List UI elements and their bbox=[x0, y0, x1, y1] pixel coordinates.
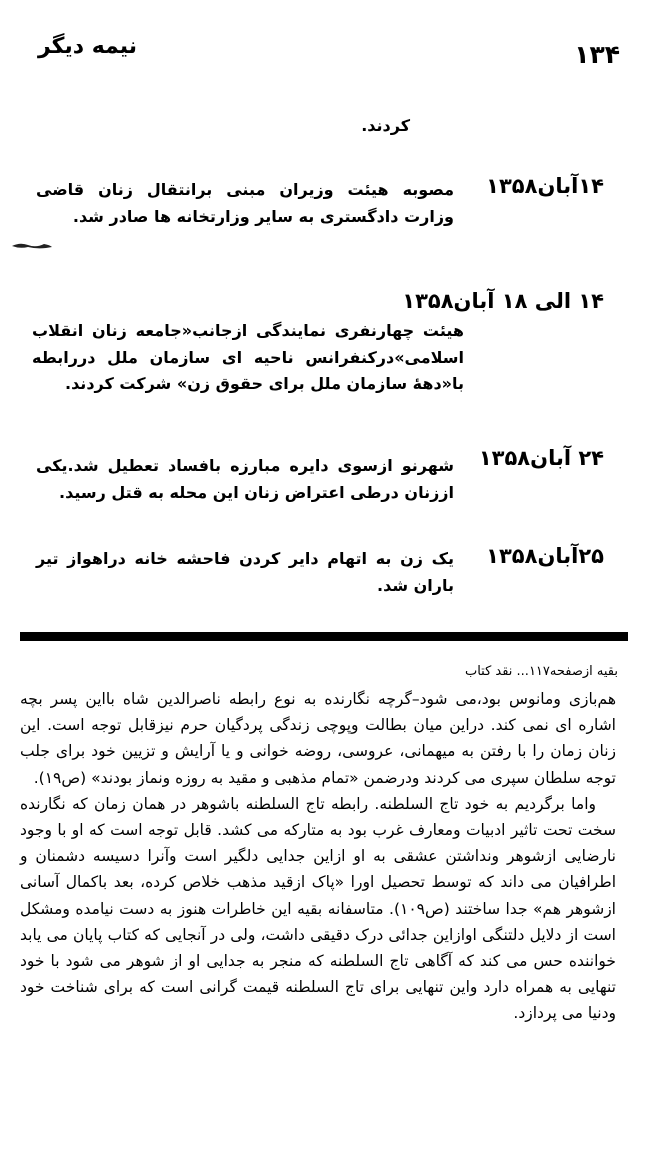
article-paragraph: هم‌بازی وما‌نوس بود،می شود–گرچه نگارنده به نوع رابطه ناصرالدین شاه بااین پسر بچه اشاره ای نمی کند. دراین میان بطالت وپوچی زندگی پردگیان حرم نیزقابل توجه است. این زنان زمان را با رفتن به میهمانی، عروسی، روضه خوانی و یا آرایش و تزیین خود برای جلب توجه سلطان سپری می کردند ودرضمن «تمام مذهبی و مقید به روزه ونماز بودند» (ص۱۹). bbox=[20, 690, 616, 787]
section-divider bbox=[20, 632, 628, 641]
entry-date: ۱۴ الی ۱۸ آبان۱۳۵۸ bbox=[402, 289, 604, 313]
continuation-text: کردند. bbox=[361, 116, 410, 135]
article-paragraph: واما برگردیم به خود تاج السلطنه. رابطه تاج السلطنه باشوهر در همان زمان که نگارنده سخت تحت تاثیر ادبیات ومعارف غرب بود به متارکه می کشد. قابل توجه است که او با وجود نارضایی ازشوهر ونداشتن عشقی به او ازاین جدایی دلگیر است وآنرا دسیسه دشمنان و اطرافیان می داند که توسط تحصیل اورا «پاک ازقید مذهب خلاص کرده، بعد باکمال آسانی ازشوهر هم» جدا ساختند (ص۱۰۹). متاسفانه بقیه این خاطرات هنوز به دست نیامده ومشکل است از دلایل دلتنگی اوازاین جدائی درک دقیقی داشت، ولی در آنجایی که کتاب پایان می یابد خواننده حس می کند که آگاهی تاج السلطنه که منجر به جدایی او از شوهر می شود با خود تنهایی به همراه دارد واین تنهایی برای تاج السلطنه قیمت گرانی است که برای شناخت خود ودنیا می پردازد. bbox=[20, 794, 616, 1023]
article-body bbox=[20, 686, 616, 1027]
entry-date: ۱۴آبان۱۳۵۸ bbox=[486, 174, 604, 198]
running-header-title: نیمه دیگر bbox=[38, 34, 138, 59]
entry-text: مصوبه هیئت وزیران مبنی برانتقال زنان قاضی وزارت دادگستری به سایر وزارتخانه ها صادر شد. bbox=[36, 180, 454, 226]
entry-text: شهرنو ازسوی دایره مبارزه بافساد تعطیل شد.یکی اززنان درطی اعتراض زنان این محله به قتل رسید. bbox=[36, 456, 454, 502]
entry-date: ۲۵آبان۱۳۵۸ bbox=[486, 544, 604, 568]
page-number: ۱۳۴ bbox=[574, 40, 620, 69]
ink-smudge-decoration bbox=[10, 240, 54, 250]
continuation-note: بقیه ازصفحه۱۱۷... نقد کتاب bbox=[464, 664, 618, 679]
entry-text: هیئت چهارنفری نمایندگی ازجانب«جامعه زنان انقلاب اسلامی»درکنفرانس ناحیه ای سازمان ملل دررابطه با«دههٔ سازمان ملل برای حقوق زن» شرکت کردند. bbox=[32, 321, 464, 393]
entry-text: یک زن به اتهام دایر کردن فاحشه خانه دراهواز تیر باران شد. bbox=[36, 549, 454, 595]
entry-date: ۲۴ آبان۱۳۵۸ bbox=[478, 446, 604, 470]
